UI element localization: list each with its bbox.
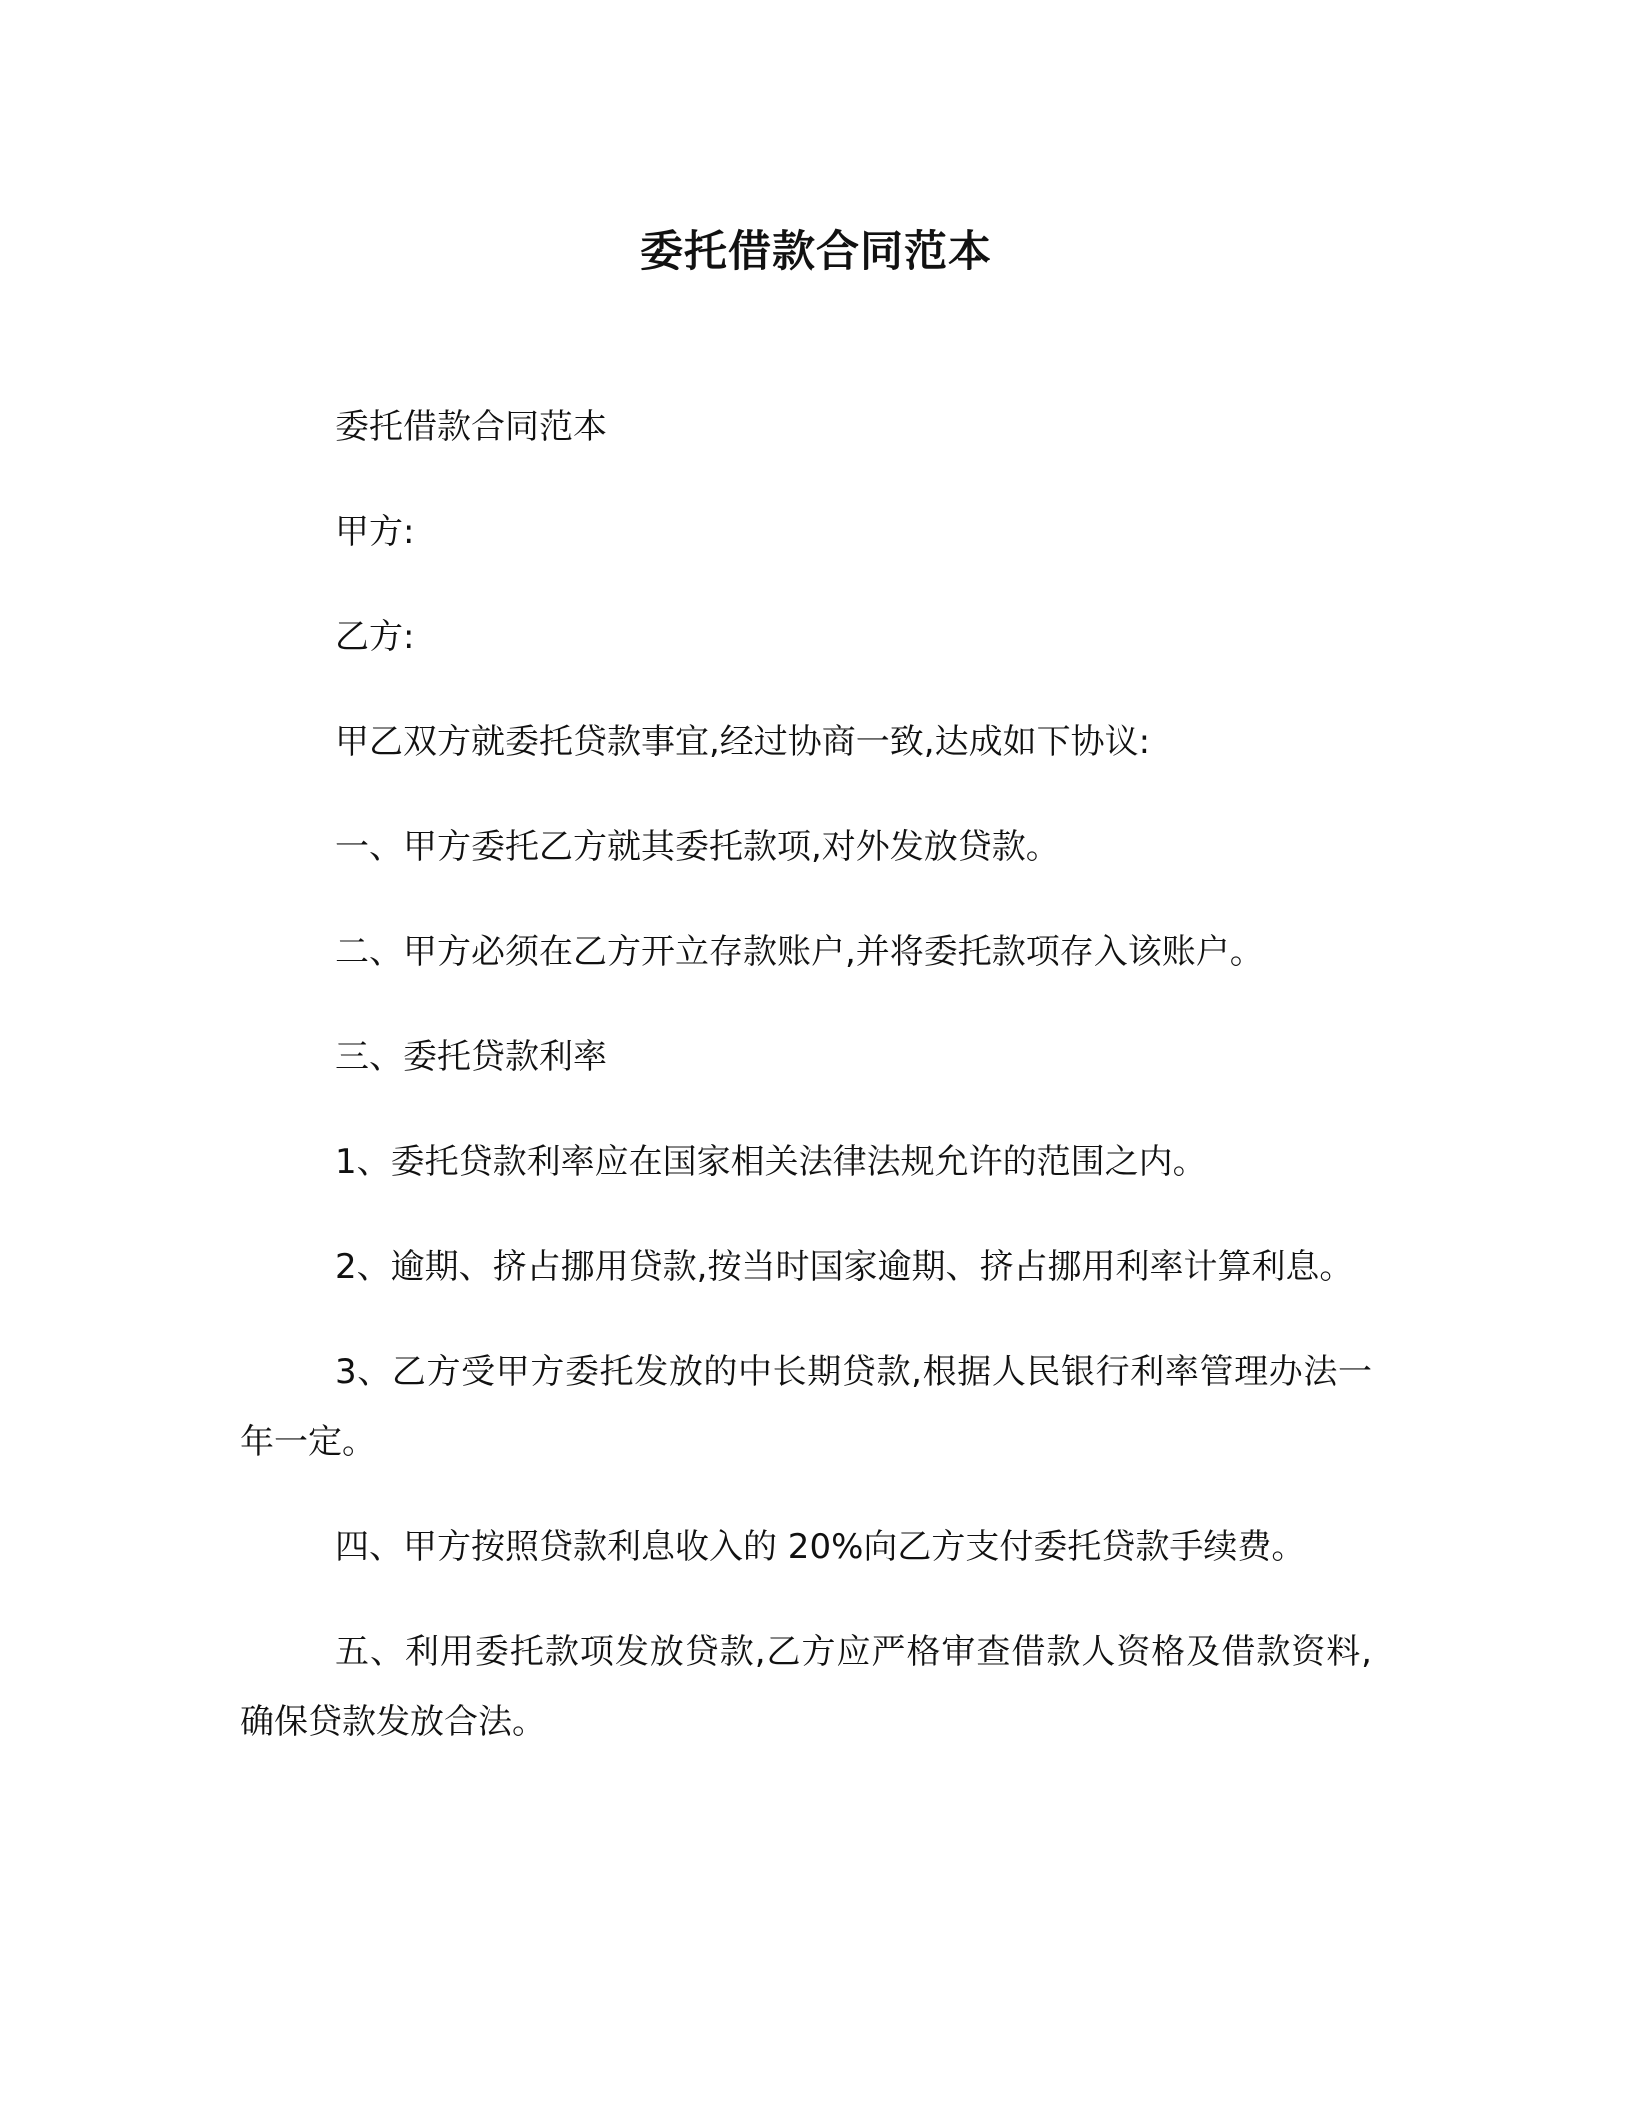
document-title: 委托借款合同范本	[640, 227, 992, 277]
paragraph-clause-3-item-3: 3、乙方受甲方委托发放的中长期贷款,根据人民银行利率管理办法一年一定。	[240, 1352, 1372, 1462]
paragraph-clause-1: 一、甲方委托乙方就其委托款项,对外发放贷款。	[335, 827, 1060, 867]
paragraph-clause-3-item-1: 1、委托贷款利率应在国家相关法律法规允许的范围之内。	[335, 1142, 1207, 1182]
document-body	[240, 392, 1372, 1792]
paragraph-clause-2: 二、甲方必须在乙方开立存款账户,并将委托款项存入该账户。	[335, 932, 1264, 972]
paragraph-clause-3-item-2: 2、逾期、挤占挪用贷款,按当时国家逾期、挤占挪用利率计算利息。	[335, 1247, 1354, 1287]
paragraph-party-a: 甲方:	[335, 512, 415, 552]
paragraph-heading: 委托借款合同范本	[335, 407, 607, 447]
paragraph-preamble: 甲乙双方就委托贷款事宜,经过协商一致,达成如下协议:	[335, 722, 1151, 762]
paragraph-clause-4: 四、甲方按照贷款利息收入的 20%向乙方支付委托贷款手续费。	[335, 1527, 1306, 1567]
paragraph-clause-3: 三、委托贷款利率	[335, 1037, 607, 1077]
paragraph-party-b: 乙方:	[335, 617, 415, 657]
paragraph-clause-5: 五、利用委托款项发放贷款,乙方应严格审查借款人资格及借款资料,确保贷款发放合法。	[240, 1632, 1372, 1742]
